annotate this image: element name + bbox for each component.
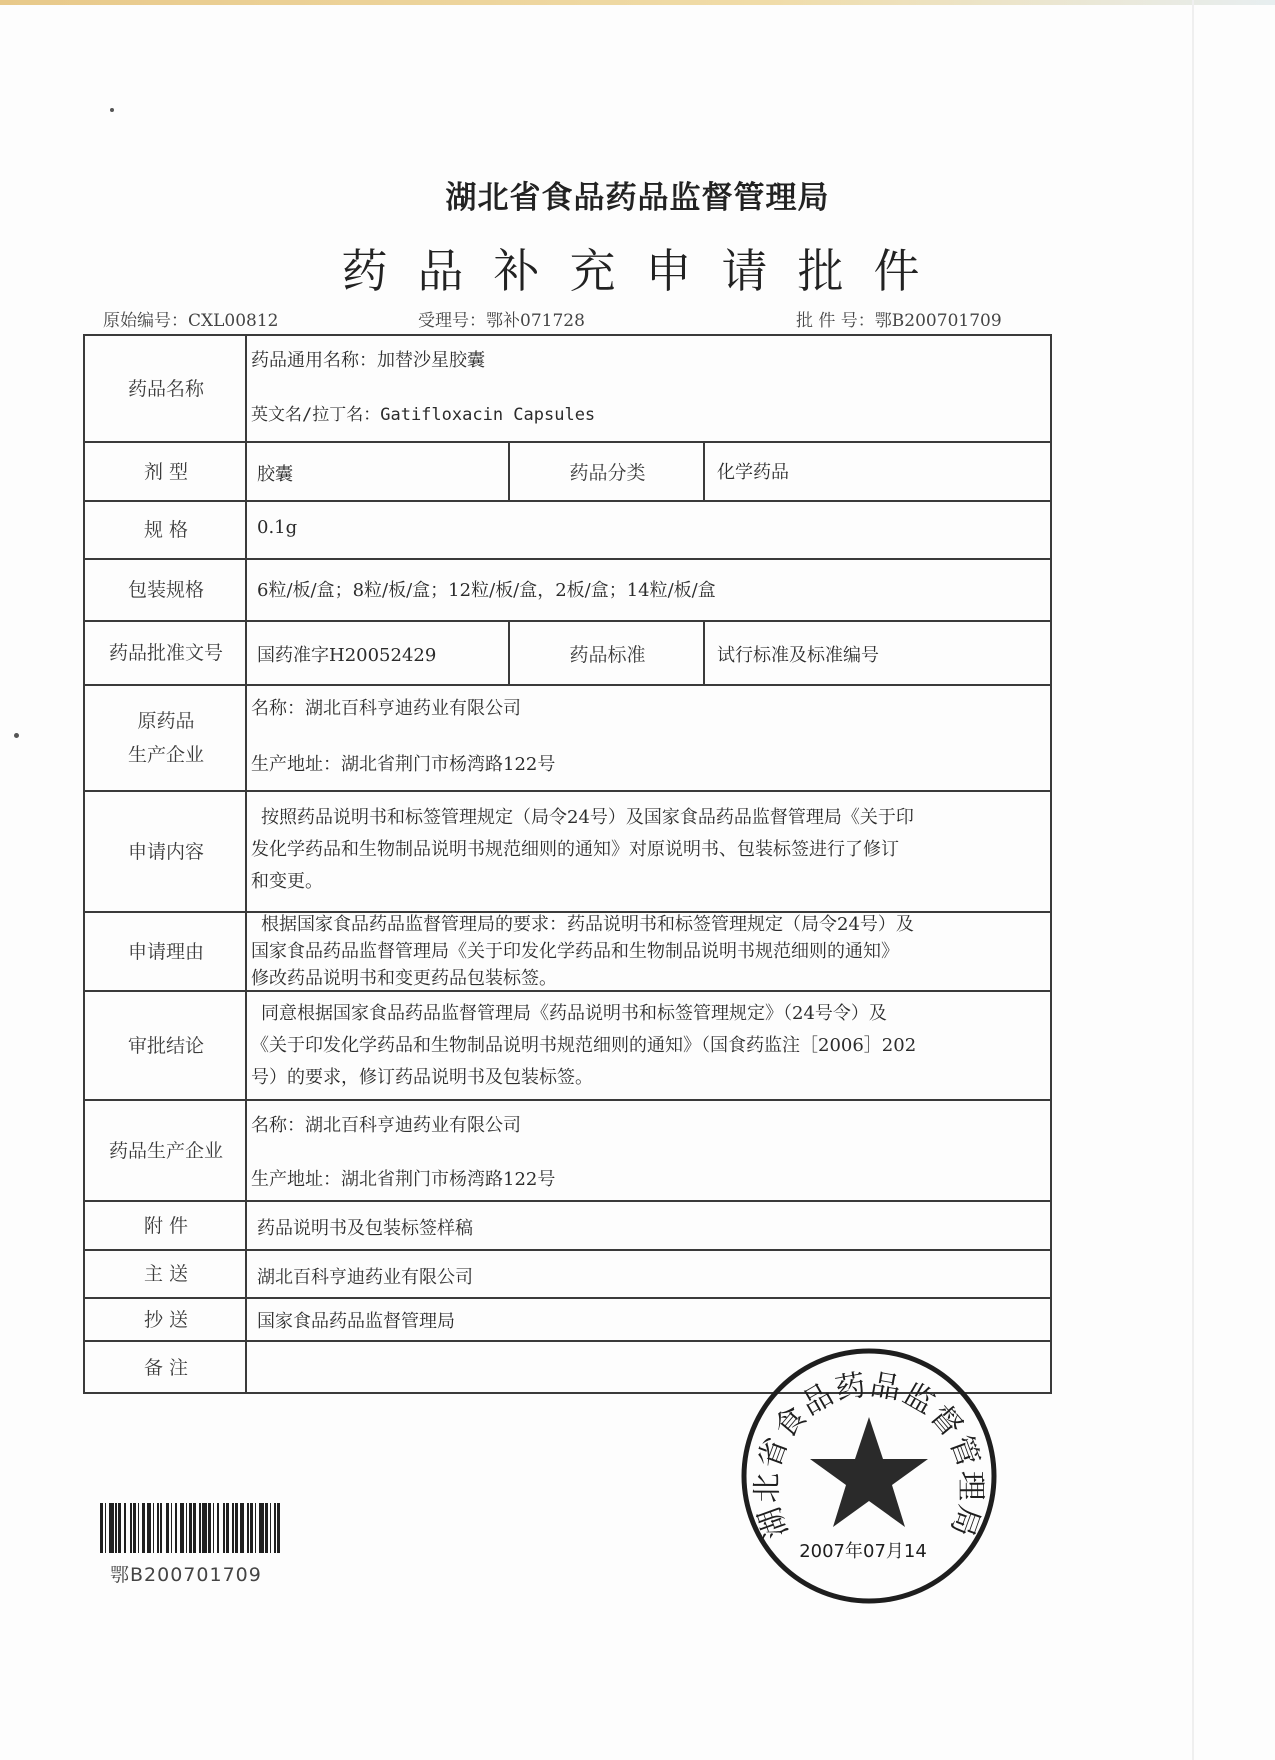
label-line: 生产企业	[127, 744, 204, 766]
label-cc: 抄 送	[143, 1308, 189, 1331]
text-line: 按照药品说明书和标签管理规定（局令24号）及国家食品药品监督管理局《关于印	[261, 807, 914, 828]
row-approval-doc	[85, 620, 1050, 684]
barcode	[100, 1503, 330, 1553]
row-approval-conclusion	[85, 990, 1050, 1099]
barcode-number: 鄂B200701709	[110, 1564, 262, 1586]
document-title: 药品补充申请批件	[341, 244, 950, 298]
label-application-reason: 申请理由	[127, 940, 204, 963]
label-main-recipient: 主 送	[143, 1263, 189, 1285]
approval-table	[83, 334, 1052, 1394]
attachment-value: 药品说明书及包装标签样稿	[257, 1218, 473, 1239]
official-seal	[738, 1345, 1000, 1607]
english-name: 英文名/拉丁名：Gatifloxacin Capsules	[251, 405, 596, 425]
approval-doc-value: 国药准字H20052429	[257, 645, 437, 666]
generic-name: 药品通用名称：加替沙星胶囊	[251, 350, 485, 371]
label-attachment: 附 件	[143, 1214, 189, 1237]
row-drug-name	[85, 336, 1050, 441]
main-recipient-value: 湖北百科亨迪药业有限公司	[257, 1267, 473, 1288]
original-manufacturer-address: 生产地址：湖北省荆门市杨湾路122号	[251, 754, 556, 775]
approval-number: 批 件 号：鄂B200701709	[796, 311, 1002, 331]
cc-value: 国家食品药品监督管理局	[257, 1311, 455, 1332]
issuing-organization: 湖北省食品药品监督管理局	[445, 180, 830, 216]
scan-speck	[110, 108, 114, 112]
specification-value: 0.1g	[257, 517, 298, 538]
seal-ring-text: 湖北省食品药品监督管理局	[749, 1367, 989, 1543]
seal-date: 2007年07月14	[799, 1541, 927, 1562]
text-line: 国家食品药品监督管理局《关于印发化学药品和生物制品说明书规范细则的通知》	[251, 941, 899, 962]
label-drug-standard: 药品标准	[569, 643, 646, 666]
row-cc	[85, 1297, 1050, 1340]
row-packaging	[85, 558, 1050, 620]
label-packaging: 包装规格	[127, 579, 204, 601]
row-original-manufacturer	[85, 684, 1050, 790]
star-icon	[810, 1417, 928, 1527]
scan-edge-top	[0, 0, 1275, 5]
text-line: 号）的要求，修订药品说明书及包装标签。	[251, 1067, 593, 1088]
drug-category-value: 化学药品	[717, 462, 789, 483]
manufacturer-address: 生产地址：湖北省荆门市杨湾路122号	[251, 1169, 556, 1190]
approval-conclusion-text	[251, 998, 1044, 1094]
barcode-bar	[280, 1503, 285, 1553]
dosage-form-value: 胶囊	[257, 464, 293, 485]
row-main-recipient	[85, 1249, 1050, 1297]
text-line: 发化学药品和生物制品说明书规范细则的通知》对原说明书、包装标签进行了修订	[251, 839, 899, 860]
label-manufacturer: 药品生产企业	[108, 1139, 223, 1162]
label-original-manufacturer	[85, 686, 247, 790]
text-line: 和变更。	[251, 871, 323, 892]
label-approval-conclusion: 审批结论	[127, 1034, 204, 1057]
row-application-content	[85, 790, 1050, 911]
label-application-content: 申请内容	[127, 840, 204, 863]
row-specification	[85, 500, 1050, 558]
label-remarks: 备 注	[143, 1357, 189, 1379]
manufacturer-name: 名称：湖北百科亨迪药业有限公司	[251, 1115, 521, 1136]
label-drug-name: 药品名称	[127, 377, 204, 400]
row-attachment	[85, 1200, 1050, 1249]
label-drug-category: 药品分类	[569, 462, 646, 484]
text-line: 根据国家食品药品监督管理局的要求：药品说明书和标签管理规定（局令24号）及	[261, 914, 914, 935]
label-specification: 规 格	[143, 519, 189, 541]
drug-standard-value: 试行标准及标准编号	[717, 645, 879, 666]
original-manufacturer-name: 名称：湖北百科亨迪药业有限公司	[251, 698, 521, 719]
scan-speck	[14, 733, 19, 738]
label-approval-doc: 药品批准文号	[108, 642, 223, 664]
acceptance-number: 受理号：鄂补071728	[418, 311, 585, 331]
column-divider	[703, 622, 705, 684]
application-content-text	[251, 802, 1044, 898]
row-application-reason	[85, 911, 1050, 990]
label-dosage-form: 剂 型	[143, 460, 189, 483]
original-number: 原始编号：CXL00812	[103, 311, 279, 331]
packaging-value: 6粒/板/盒；8粒/板/盒；12粒/板/盒，2板/盒；14粒/板/盒	[257, 580, 716, 601]
text-line: 修改药品说明书和变更药品包装标签。	[251, 968, 557, 989]
row-manufacturer	[85, 1099, 1050, 1200]
row-dosage-form	[85, 441, 1050, 500]
text-line: 同意根据国家食品药品监督管理局《药品说明书和标签管理规定》（24号令）及	[261, 1003, 887, 1024]
column-divider	[703, 443, 705, 500]
text-line: 《关于印发化学药品和生物制品说明书规范细则的通知》（国食药监注［2006］202	[251, 1035, 917, 1056]
label-line: 原药品	[137, 710, 195, 732]
application-reason-text	[251, 911, 1044, 992]
